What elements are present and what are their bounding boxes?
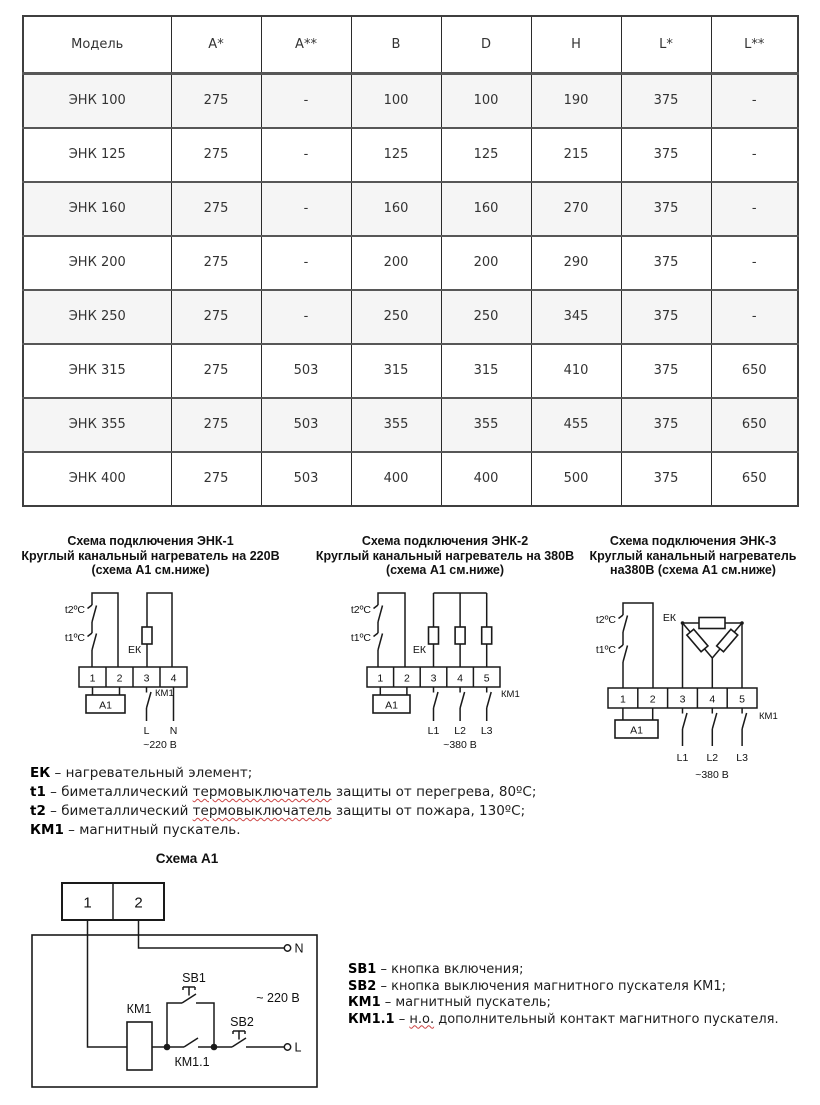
- table-row: [23, 398, 798, 452]
- table-cell: ЭНК 250: [23, 290, 171, 344]
- table-cell: 275: [171, 398, 261, 452]
- diagram3-title: [573, 534, 813, 578]
- l3-label: L3: [736, 752, 748, 764]
- a1-label: А1: [99, 699, 112, 712]
- table-cell: 345: [531, 290, 621, 344]
- table-cell: 650: [711, 398, 798, 452]
- km1-contacts: [683, 708, 778, 746]
- table-cell: 650: [711, 452, 798, 506]
- table-cell: 503: [261, 452, 351, 506]
- table-cell: -: [261, 74, 351, 128]
- voltage-label: ~380 В: [443, 739, 477, 751]
- spellcheck-underlined-word: н.о.: [409, 1011, 435, 1027]
- l1-label: L1: [427, 725, 440, 737]
- voltage-label: ~220 В: [143, 739, 177, 751]
- table-row: [23, 344, 798, 398]
- terminal-3: 3: [430, 672, 437, 685]
- terminal-5: 5: [739, 693, 746, 706]
- table-cell: ЭНК 200: [23, 236, 171, 290]
- terminal-4: 4: [709, 693, 716, 706]
- table-header-cell: B: [351, 16, 441, 74]
- legend-item: t2 – биметаллический термовыключатель защиты от пожара, 130ºС;: [30, 803, 526, 819]
- table-cell: -: [261, 128, 351, 182]
- table-header-cell: D: [441, 16, 531, 74]
- diagram2-title-line1: Схема подключения ЭНК-2: [361, 534, 529, 548]
- table-cell: 275: [171, 182, 261, 236]
- table-cell: 375: [621, 290, 711, 344]
- phase-terminal-label: L: [294, 1040, 302, 1055]
- table-cell: 375: [621, 128, 711, 182]
- table-cell: 375: [621, 398, 711, 452]
- diagram1-title-line1: Схема подключения ЭНК-1: [67, 534, 234, 548]
- legend-item: КМ1.1 – н.о. дополнительный контакт магнитного пускателя.: [348, 1011, 779, 1027]
- terminal-2: 2: [134, 894, 143, 912]
- table-cell: 290: [531, 236, 621, 290]
- table-cell: 275: [171, 74, 261, 128]
- table-cell: 400: [351, 452, 441, 506]
- table-header-cell: L**: [711, 16, 798, 74]
- table-header-cell: Модель: [23, 16, 171, 74]
- table-cell: -: [711, 128, 798, 182]
- thermal-switch-branch: [351, 593, 405, 667]
- table-cell: 375: [621, 74, 711, 128]
- terminal-2: 2: [116, 672, 123, 685]
- t1-label: t1ºС: [595, 644, 616, 656]
- l2-label: L2: [454, 725, 466, 737]
- table-cell: 355: [351, 398, 441, 452]
- table-cell: 315: [441, 344, 531, 398]
- t2-label: t2ºС: [350, 604, 371, 616]
- diagram1-title-line3: (схема А1 см.ниже): [91, 563, 210, 577]
- table-cell: -: [711, 182, 798, 236]
- t2-label: t2ºС: [64, 604, 85, 616]
- km1-label: КМ1: [501, 689, 520, 700]
- ek-label: ЕК: [128, 644, 142, 656]
- table-cell: 100: [441, 74, 531, 128]
- table-cell: ЭНК 315: [23, 344, 171, 398]
- terminal-block: [62, 883, 164, 920]
- table-cell: 275: [171, 236, 261, 290]
- table-cell: 503: [261, 398, 351, 452]
- table-cell: 500: [531, 452, 621, 506]
- table-cell: 503: [261, 344, 351, 398]
- terminal-4: 4: [457, 672, 464, 685]
- diagram3-title-line2: Круглый канальный нагреватель: [589, 548, 797, 563]
- table-header-cell: H: [531, 16, 621, 74]
- table-cell: 275: [171, 452, 261, 506]
- km1-contacts: [434, 687, 520, 721]
- heater-branch: [413, 593, 492, 667]
- table-cell: 650: [711, 344, 798, 398]
- a1-module: [86, 687, 125, 713]
- wiring-diagram-enk2: [315, 588, 575, 760]
- heater-delta: [663, 612, 744, 688]
- table-header-cell: A**: [261, 16, 351, 74]
- voltage-label: ~380 В: [695, 769, 729, 781]
- a1-module: [373, 687, 410, 713]
- a1-label: А1: [630, 724, 643, 737]
- table-cell: ЭНК 400: [23, 452, 171, 506]
- table-cell: -: [711, 290, 798, 344]
- diagram3-title-line1: Схема подключения ЭНК-3: [609, 534, 777, 548]
- sb1-label: SB1: [182, 971, 206, 985]
- spellcheck-underlined-word: термовыключатель: [192, 803, 332, 819]
- table-cell: 100: [351, 74, 441, 128]
- table-header-row: [23, 16, 798, 74]
- km1-label: КМ1: [155, 688, 174, 699]
- table-cell: 315: [351, 344, 441, 398]
- heater-resistor: [142, 627, 152, 644]
- diagram1-title: [18, 534, 283, 578]
- a1-legend: [348, 962, 779, 1028]
- table-cell: -: [261, 290, 351, 344]
- km1-label: КМ1: [759, 711, 778, 722]
- table-cell: 275: [171, 344, 261, 398]
- table-row: [23, 452, 798, 506]
- wiring-diagram-enk1: [18, 588, 283, 760]
- sb2-label: SB2: [230, 1015, 254, 1029]
- l1-label: L1: [676, 752, 689, 764]
- heater-resistor: [429, 627, 439, 644]
- table-cell: ЭНК 100: [23, 74, 171, 128]
- terminal-1: 1: [89, 672, 96, 685]
- neutral-terminal-label: N: [294, 941, 304, 956]
- terminal-4: 4: [170, 672, 177, 685]
- table-cell: 270: [531, 182, 621, 236]
- terminal-1: 1: [83, 894, 92, 912]
- table-cell: 160: [351, 182, 441, 236]
- l3-label: L3: [480, 725, 493, 737]
- legend-item: SB2 – кнопка выключения магнитного пускателя КМ1;: [348, 978, 727, 994]
- table-row: [23, 74, 798, 128]
- heater-resistor: [687, 629, 708, 652]
- table-cell: ЭНК 125: [23, 128, 171, 182]
- ek-label: ЕК: [412, 644, 426, 656]
- ek-label: ЕК: [662, 612, 676, 624]
- terminal-2: 2: [403, 672, 410, 685]
- legend-item: ЕК – нагревательный элемент;: [30, 765, 253, 781]
- dimensions-table: [22, 15, 799, 507]
- table-cell: 375: [621, 344, 711, 398]
- spellcheck-underlined-word: термовыключатель: [192, 784, 332, 800]
- table-cell: 375: [621, 236, 711, 290]
- table-cell: 215: [531, 128, 621, 182]
- heater-resistor: [482, 627, 492, 644]
- l2-label: L2: [706, 752, 719, 764]
- table-cell: 125: [441, 128, 531, 182]
- table-cell: ЭНК 160: [23, 182, 171, 236]
- diagram2-title: [315, 534, 575, 578]
- t1-label: t1ºС: [64, 632, 85, 644]
- t1-label: t1ºС: [350, 632, 371, 644]
- t2-label: t2ºС: [595, 614, 616, 626]
- heater-resistor: [699, 618, 725, 629]
- heater-resistor: [717, 629, 738, 652]
- table-cell: 355: [441, 398, 531, 452]
- table-cell: 375: [621, 452, 711, 506]
- table-cell: 275: [171, 290, 261, 344]
- table-cell: 200: [351, 236, 441, 290]
- terminal-block: [79, 667, 187, 687]
- terminal-5: 5: [483, 672, 490, 685]
- diagram2-title-line3: (схема А1 см.ниже): [385, 563, 505, 577]
- table-header-cell: A*: [171, 16, 261, 74]
- table-row: [23, 290, 798, 344]
- diagram2-title-line2: Круглый канальный нагреватель на 380В: [315, 548, 575, 563]
- terminal-3: 3: [679, 693, 686, 706]
- a1-schema-title: Схема А1: [155, 851, 219, 866]
- a1-module: [615, 708, 658, 738]
- table-row: [23, 236, 798, 290]
- legend-item: КМ1 – магнитный пускатель.: [30, 822, 241, 838]
- components-legend: [30, 764, 536, 840]
- table-cell: 200: [441, 236, 531, 290]
- diagram1-title-line2: Круглый канальный нагреватель на 220В: [21, 548, 280, 563]
- wiring-diagram-enk3: [575, 588, 820, 798]
- table-cell: 160: [441, 182, 531, 236]
- table-cell: 125: [351, 128, 441, 182]
- table-cell: ЭНК 355: [23, 398, 171, 452]
- terminal-3: 3: [143, 672, 150, 685]
- table-row: [23, 182, 798, 236]
- terminal-2: 2: [649, 693, 656, 706]
- terminal-block: [608, 688, 757, 708]
- thermal-switch-branch: [65, 593, 118, 667]
- terminal-1: 1: [377, 672, 384, 685]
- voltage-label: ~ 220 В: [256, 991, 300, 1005]
- thermal-switch-branch: [596, 603, 653, 688]
- a1-label: А1: [385, 699, 398, 712]
- heater-branch: [128, 593, 172, 667]
- table-cell: -: [711, 236, 798, 290]
- table-cell: -: [261, 236, 351, 290]
- table-cell: 375: [621, 182, 711, 236]
- table-cell: -: [711, 74, 798, 128]
- table-body: [23, 74, 798, 506]
- km11-label: КМ1.1: [174, 1055, 210, 1069]
- km1-contact: [147, 687, 174, 721]
- terminal-block: [367, 667, 500, 687]
- legend-item: КМ1 – магнитный пускатель;: [348, 995, 551, 1010]
- table-row: [23, 128, 798, 182]
- a1-control-schematic: [10, 845, 345, 1100]
- table-cell: 250: [441, 290, 531, 344]
- heater-resistor: [455, 627, 465, 644]
- table-cell: 275: [171, 128, 261, 182]
- table-header-cell: L*: [621, 16, 711, 74]
- legend-item: t1 – биметаллический термовыключатель защиты от перегрева, 80ºС;: [30, 784, 537, 800]
- table-cell: 455: [531, 398, 621, 452]
- legend-item: SB1 – кнопка включения;: [348, 962, 524, 977]
- neutral-label: N: [169, 725, 178, 737]
- table-cell: 190: [531, 74, 621, 128]
- table-cell: 400: [441, 452, 531, 506]
- diagram3-title-line3: на380В (схема А1 см.ниже): [610, 563, 776, 577]
- table-cell: 250: [351, 290, 441, 344]
- phase-label: L: [143, 725, 150, 737]
- table-cell: 410: [531, 344, 621, 398]
- km1-coil-label: КМ1: [126, 1002, 152, 1016]
- table-cell: -: [261, 182, 351, 236]
- km1-coil: [127, 1022, 152, 1070]
- terminal-1: 1: [619, 693, 626, 706]
